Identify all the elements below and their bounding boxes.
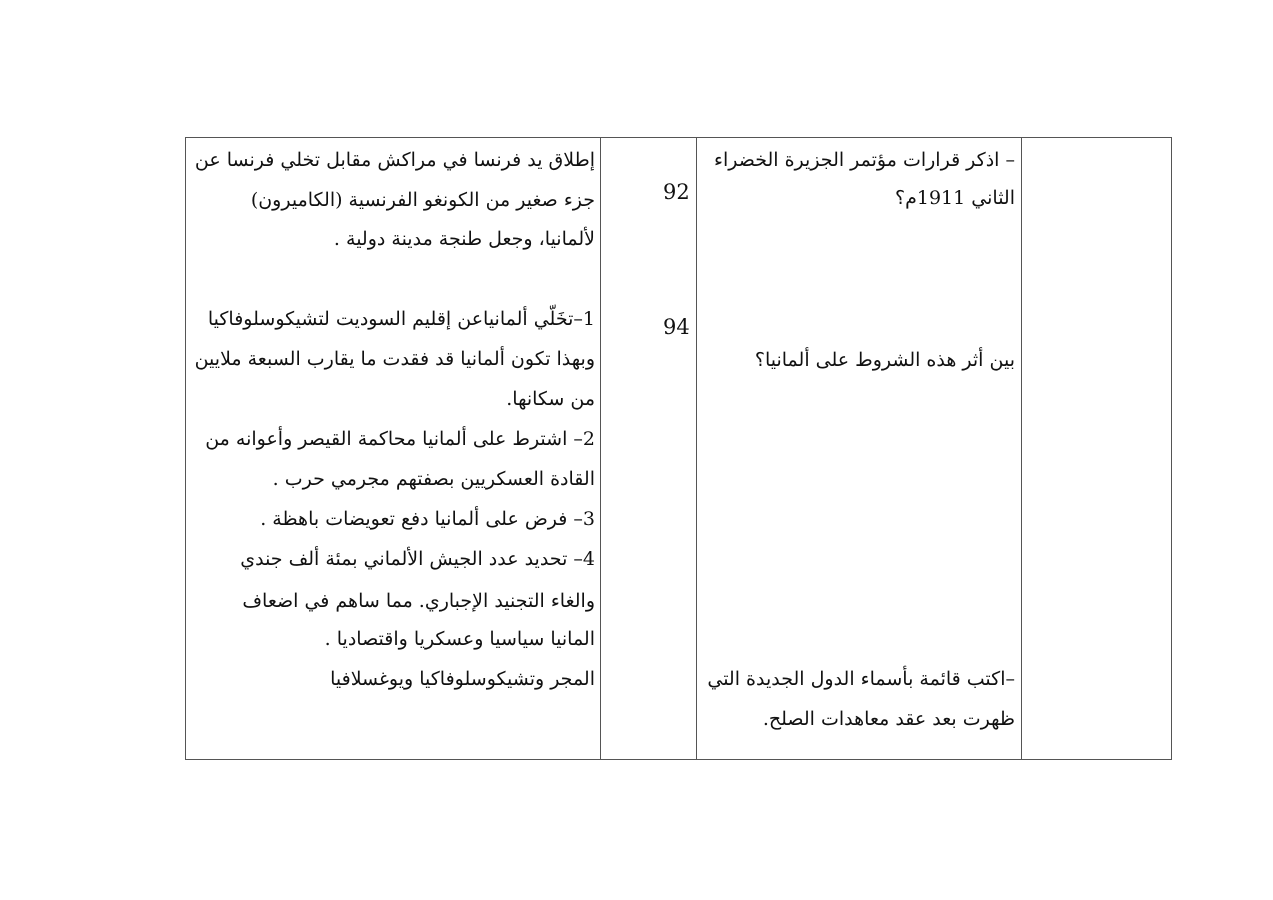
page-number: 94 [663, 315, 690, 339]
question-text: ظهرت بعد عقد معاهدات الصلح. [762, 708, 1015, 730]
answer-text: المانيا سياسيا وعسكريا واقتصاديا . [324, 628, 595, 650]
answer-text: القادة العسكريين بصفتهم مجرمي حرب . [272, 468, 595, 490]
answer-text: والغاء التجنيد الإجباري. مما ساهم في اضعاف [242, 590, 595, 612]
answer-text: 1–تخَلّي ألمانياعن إقليم السوديت لتشيكوسلوفاكيا [207, 308, 595, 330]
answer-text: 2– اشترط على ألمانيا محاكمة القيصر وأعوانه من [205, 428, 595, 450]
answer-text: من سكانها. [506, 388, 595, 410]
page-number: 92 [663, 180, 690, 204]
answer-text: 4– تحديد عدد الجيش الألماني بمئة ألف جندي [240, 548, 595, 570]
answer-text: إطلاق يد فرنسا في مراكش مقابل تخلي فرنسا عن [194, 149, 595, 171]
answer-text: لألمانيا، وجعل طنجة مدينة دولية . [333, 228, 595, 250]
column-divider [696, 138, 697, 759]
question-text: –اكتب قائمة بأسماء الدول الجديدة التي [707, 668, 1015, 690]
question-text: بين أثر هذه الشروط على ألمانيا؟ [754, 349, 1015, 371]
question-text: الثاني 1911م؟ [895, 187, 1015, 209]
answer-text: 3– فرض على ألمانيا دفع تعويضات باهظة . [260, 508, 595, 530]
question-text: – اذكر قرارات مؤتمر الجزيرة الخضراء [714, 149, 1015, 171]
answer-text: المجر وتشيكوسلوفاكيا ويوغسلافيا [330, 668, 595, 690]
column-divider [600, 138, 601, 759]
column-divider [1021, 138, 1022, 759]
answer-text: جزء صغير من الكونغو الفرنسية (الكاميرون) [250, 189, 595, 211]
answer-text: وبهذا تكون ألمانيا قد فقدت ما يقارب السبعة ملايين [194, 348, 595, 370]
